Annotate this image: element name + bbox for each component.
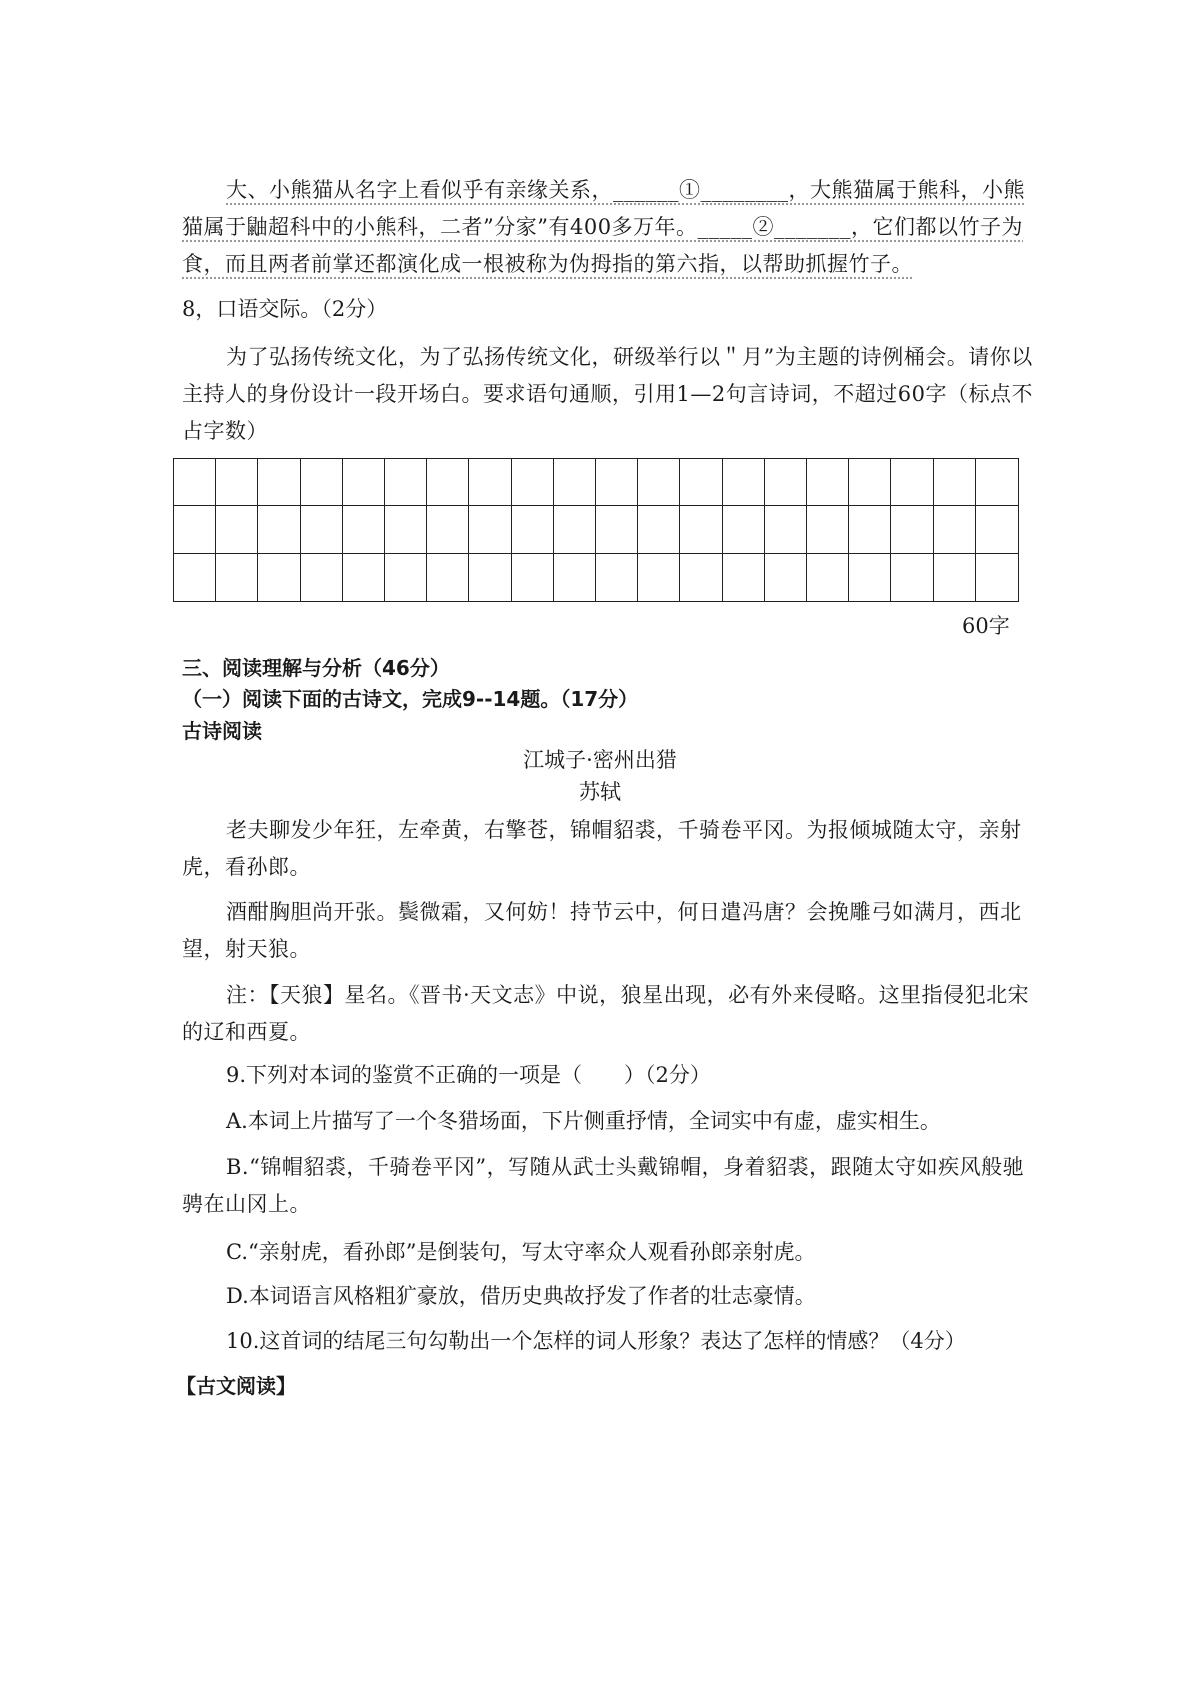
answer-grid-cell[interactable] [469,506,511,553]
answer-grid-cell[interactable] [427,459,469,506]
answer-grid-cell[interactable] [301,506,343,553]
answer-grid-cell[interactable] [765,459,807,506]
poem-title: 江城子·密州出猎 [523,748,677,772]
poem-note: 注：【天狼】星名。《晋书·天文志》中说，狼星出现，必有外来侵略。这里指侵犯北宋的辽和西夏。 [182,983,1030,1044]
answer-grid-cell[interactable] [849,554,891,601]
answer-grid-cell[interactable] [976,506,1018,553]
answer-grid-cell[interactable] [554,506,596,553]
answer-grid-cell[interactable] [343,506,385,553]
answer-grid-cell[interactable] [174,506,216,553]
answer-grid-cell[interactable] [765,554,807,601]
answer-grid-cell[interactable] [723,506,765,553]
answer-grid-cell[interactable] [934,506,976,553]
answer-grid-cell[interactable] [723,554,765,601]
answer-grid-cell[interactable] [469,459,511,506]
q8-title: 8，口语交际。（2分） [182,297,388,321]
answer-grid-cell[interactable] [427,506,469,553]
poem-section-label: 古诗阅读 [182,719,262,743]
answer-grid-cell[interactable] [554,554,596,601]
subsection-heading: （一）阅读下面的古诗文，完成9--14题。（17分） [182,687,639,711]
answer-grid-cell[interactable] [258,554,300,601]
answer-grid-cell[interactable] [216,459,258,506]
answer-grid-cell[interactable] [427,554,469,601]
answer-grid-cell[interactable] [343,554,385,601]
answer-grid-cell[interactable] [512,459,554,506]
answer-grid-cell[interactable] [976,459,1018,506]
answer-grid-cell[interactable] [512,506,554,553]
answer-grid-cell[interactable] [343,459,385,506]
answer-grid-cell[interactable] [680,506,722,553]
answer-grid-cell[interactable] [849,459,891,506]
answer-grid[interactable] [173,458,1019,602]
q9-option-c: C.“亲射虎，看孙郎”是倒装句，写太守率众人观看孙郎亲射虎。 [226,1240,816,1264]
answer-grid-cell[interactable] [174,554,216,601]
answer-grid-cell[interactable] [596,554,638,601]
answer-grid-cell[interactable] [934,554,976,601]
answer-grid-cell[interactable] [258,506,300,553]
answer-grid-cell[interactable] [554,459,596,506]
answer-grid-cell[interactable] [638,506,680,553]
answer-grid-cell[interactable] [976,554,1018,601]
poem-stanza-2: 酒酣胸胆尚开张。鬓微霜，又何妨！持节云中，何日遣冯唐？会挽雕弓如满月，西北望，射天狼。 [182,900,1022,961]
q10-stem: 10.这首词的结尾三句勾勒出一个怎样的词人形象？表达了怎样的情感？（4分） [226,1329,966,1353]
answer-grid-cell[interactable] [258,459,300,506]
answer-grid-cell[interactable] [680,459,722,506]
grid-word-limit: 60字 [962,614,1010,638]
answer-grid-cell[interactable] [807,554,849,601]
answer-grid-cell[interactable] [891,506,933,553]
answer-grid-cell[interactable] [174,459,216,506]
q8-prompt: 为了弘扬传统文化，为了弘扬传统文化，研级举行以＂月”为主题的诗例桶会。请你以主持人的身份设计一段开场白。要求语句通顺，引用1—2句言诗词，不超过60字（标点不占字数） [182,345,1033,443]
answer-grid-cell[interactable] [723,459,765,506]
q9-option-a: A.本词上片描写了一个冬猎场面，下片侧重抒情，全词实中有虚，虚实相生。 [226,1109,941,1133]
answer-grid-cell[interactable] [891,459,933,506]
answer-grid-cell[interactable] [807,459,849,506]
answer-grid-cell[interactable] [638,554,680,601]
answer-grid-cell[interactable] [512,554,554,601]
answer-grid-cell[interactable] [596,506,638,553]
answer-grid-cell[interactable] [385,506,427,553]
answer-grid-cell[interactable] [301,459,343,506]
answer-grid-cell[interactable] [385,554,427,601]
q9-stem: 9.下列对本词的鉴赏不正确的一项是（ ）（2分） [226,1063,711,1087]
answer-grid-cell[interactable] [301,554,343,601]
q9-option-b: B.“锦帽貂裘，千骑卷平冈”，写随从武士头戴锦帽，身着貂裘，跟随太守如疾风般驰骋在山冈上。 [182,1155,1025,1216]
poem-stanza-1: 老夫聊发少年狂，左牵黄，右擎苍，锦帽貂裘，千骑卷平冈。为报倾城随太守，亲射虎，看孙郎。 [182,818,1022,879]
poem-author: 苏轼 [579,780,621,804]
q7-passage: 大、小熊猫从名字上看似乎有亲缘关系，______①________，大熊猫属于熊科，小熊猫属于鼬超科中的小熊科，二者”分家”有400多万年。_____②_______，它们都以竹子为食，而且两者前掌还都演化成一根被称为伪拇指的第六指，以帮助抓握竹子。 [182,178,1025,276]
answer-grid-cell[interactable] [385,459,427,506]
answer-grid-cell[interactable] [216,554,258,601]
answer-grid-cell[interactable] [680,554,722,601]
q9-option-d: D.本词语言风格粗犷豪放，借历史典故抒发了作者的壮志豪情。 [226,1284,816,1308]
answer-grid-cell[interactable] [469,554,511,601]
answer-grid-cell[interactable] [765,506,807,553]
answer-grid-cell[interactable] [807,506,849,553]
answer-grid-cell[interactable] [216,506,258,553]
answer-grid-cell[interactable] [934,459,976,506]
answer-grid-cell[interactable] [849,506,891,553]
classical-reading-heading: 【古文阅读】 [176,1374,296,1398]
answer-grid-cell[interactable] [638,459,680,506]
section-heading: 三、阅读理解与分析（46分） [182,656,450,680]
answer-grid-cell[interactable] [596,459,638,506]
answer-grid-cell[interactable] [891,554,933,601]
